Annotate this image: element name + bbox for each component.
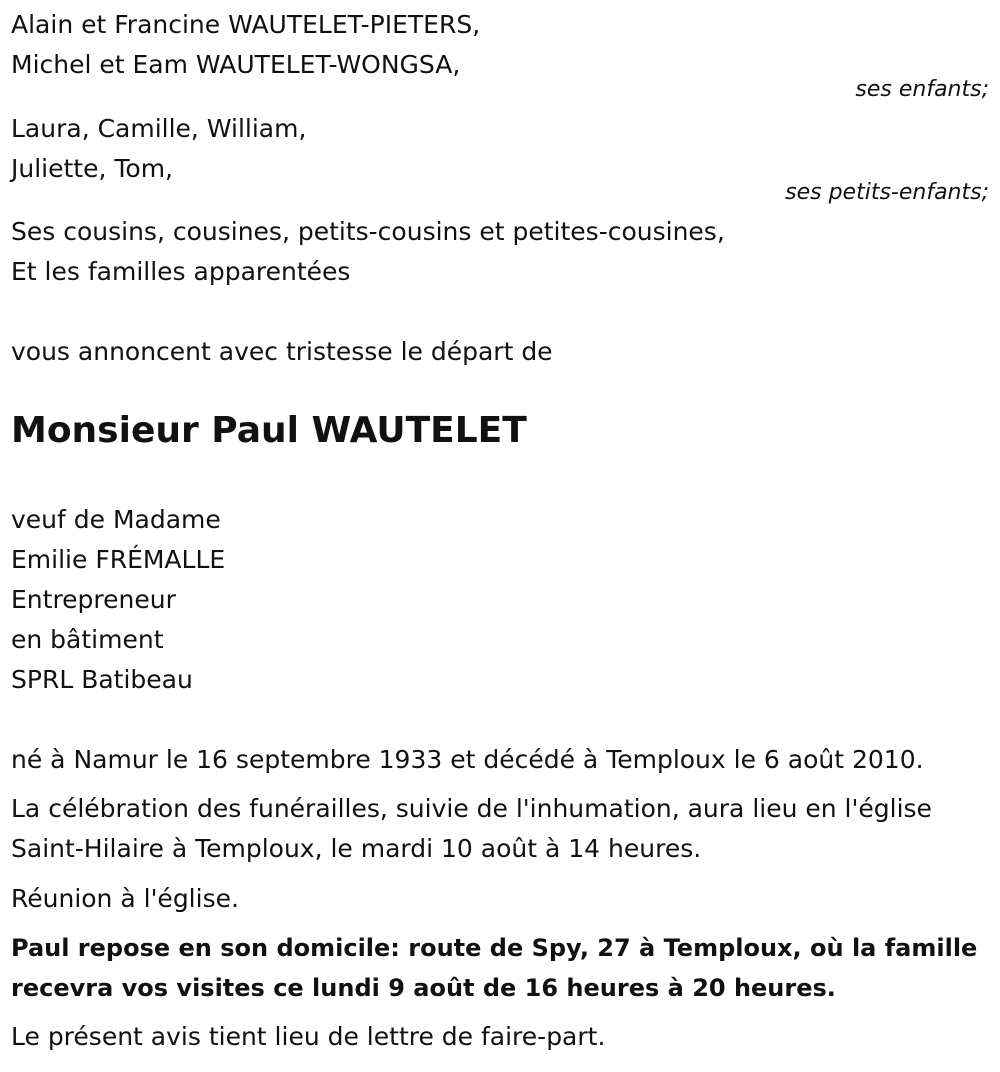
- detail-line: veuf de Madame: [11, 505, 221, 534]
- detail-line: Entrepreneur: [11, 585, 176, 614]
- grandchildren-line-1: Laura, Camille, William,: [11, 114, 307, 143]
- detail-line: en bâtiment: [11, 625, 164, 654]
- visitation-line-1: Paul repose en son domicile: route de Spy, 27 à Temploux, où la famille: [11, 934, 978, 962]
- children-label: ses enfants;: [855, 77, 989, 102]
- meeting-info: Réunion à l'église.: [11, 884, 239, 913]
- detail-line: Emilie FRÉMALLE: [11, 545, 226, 574]
- relatives-line-2: Et les familles apparentées: [11, 257, 351, 286]
- children-line-1: Alain et Francine WAUTELET-PIETERS,: [11, 10, 481, 39]
- children-line-2: Michel et Eam WAUTELET-WONGSA,: [11, 50, 461, 79]
- birth-death-dates: né à Namur le 16 septembre 1933 et décédé à Temploux le 6 août 2010.: [11, 745, 924, 774]
- closing-note: Le présent avis tient lieu de lettre de faire-part.: [11, 1022, 606, 1051]
- ceremony-line-1: La célébration des funérailles, suivie de l'inhumation, aura lieu en l'église: [11, 794, 932, 823]
- grandchildren-label: ses petits-enfants;: [785, 180, 989, 205]
- grandchildren-line-2: Juliette, Tom,: [11, 154, 173, 183]
- ceremony-line-2: Saint-Hilaire à Temploux, le mardi 10 août à 14 heures.: [11, 834, 702, 863]
- detail-line: SPRL Batibeau: [11, 665, 193, 694]
- deceased-name: Monsieur Paul WAUTELET: [11, 410, 527, 451]
- announcement: vous annoncent avec tristesse le départ de: [11, 337, 553, 366]
- relatives-line-1: Ses cousins, cousines, petits-cousins et petites-cousines,: [11, 217, 725, 246]
- visitation-line-2: recevra vos visites ce lundi 9 août de 16 heures à 20 heures.: [11, 974, 836, 1002]
